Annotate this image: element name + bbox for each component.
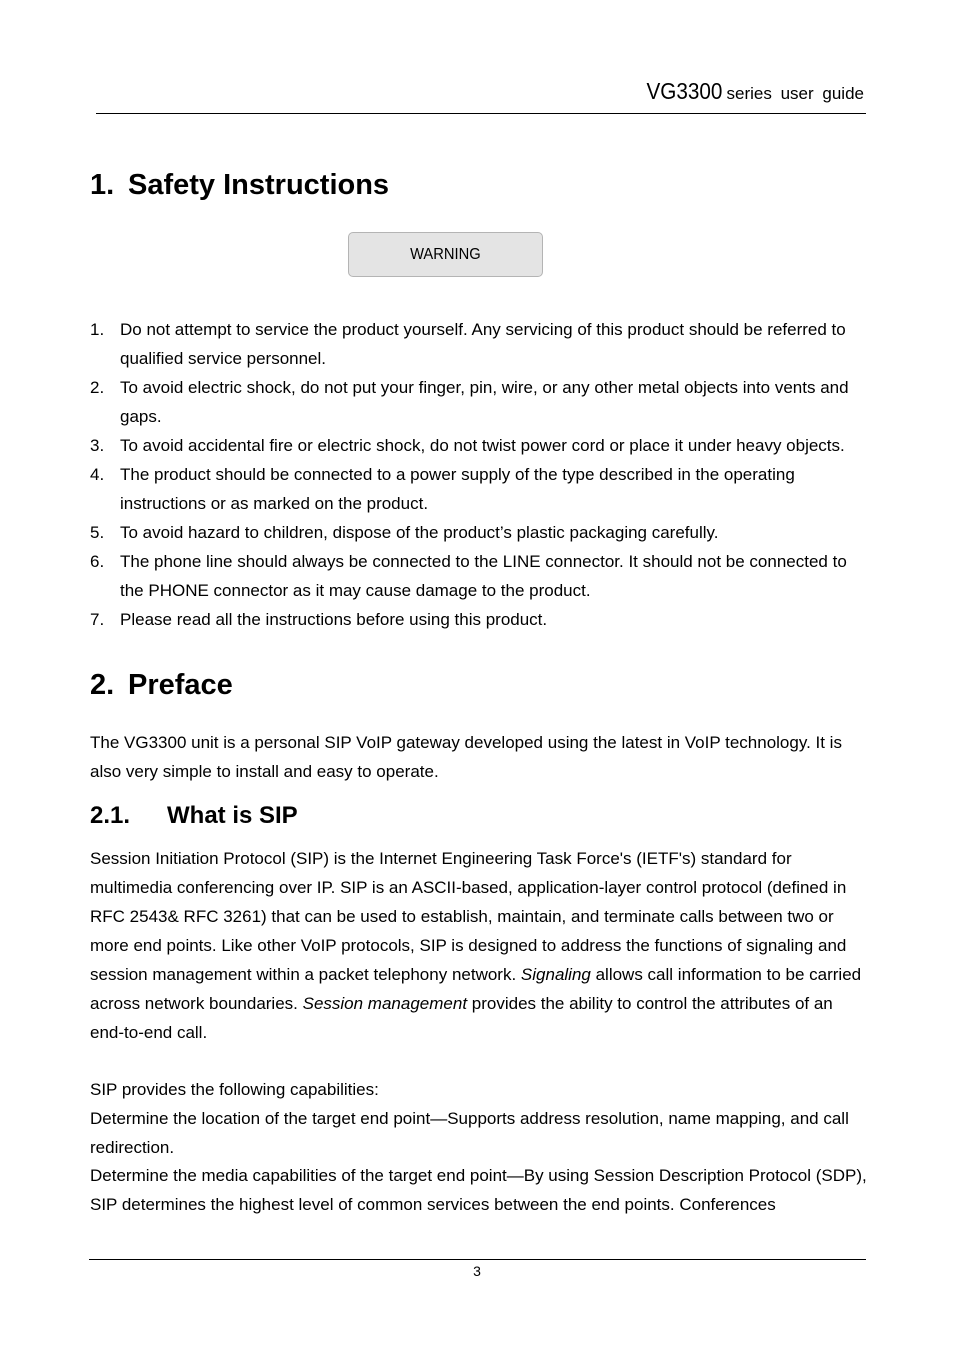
list-item-number: 7. — [90, 610, 105, 629]
running-header — [638, 78, 864, 105]
list-item-number: 3. — [90, 436, 105, 455]
section-title: Safety Instructions — [128, 169, 390, 201]
safety-list — [90, 315, 866, 634]
subsection-number: 2.1. — [90, 802, 131, 829]
footer-rule — [89, 1259, 866, 1260]
list-item-text: Please read all the instructions before using this product. — [120, 610, 548, 629]
header-model: VG3300 — [646, 78, 723, 104]
list-item — [90, 605, 866, 634]
section-number: 1. — [90, 169, 115, 201]
list-item-number: 5. — [90, 523, 105, 542]
capability-media: Determine the media capabilities of the target end point—By using Session Description Protocol (SDP), SIP determines the highest level of common services between the end points. Conferences — [90, 1166, 867, 1214]
list-item — [90, 460, 866, 518]
list-item-number: 4. — [90, 465, 105, 484]
list-item-text: To avoid hazard to children, dispose of the product’s plastic packaging carefully. — [120, 523, 719, 542]
section-heading-safety — [90, 169, 389, 202]
header-subtitle: series user guide — [726, 84, 864, 103]
page-number: 3 — [473, 1263, 481, 1279]
list-item-number: 6. — [90, 552, 105, 571]
sip-text-part1: Session Initiation Protocol (SIP) is the Internet Engineering Task Force's (IETF's) standard for multimedia conferencing over IP. SIP is an ASCII-based, application-layer control protocol (defined in RFC 2543& RFC 3261) that can be used to establish, maintain, and terminate calls between two or more end points. Like other VoIP protocols, SIP is designed to address the functions of signaling and session management within a packet telephony network. — [90, 849, 847, 984]
subsection-heading-what-is-sip — [90, 802, 298, 830]
header-rule — [96, 113, 866, 114]
warning-label: WARNING — [410, 245, 481, 263]
sip-paragraph — [90, 844, 868, 1047]
list-item — [90, 315, 866, 373]
sip-text-emphasis-signaling: Signaling — [520, 965, 591, 984]
preface-paragraph: The VG3300 unit is a personal SIP VoIP gateway developed using the latest in VoIP technology. It is also very simple to install and easy to operate. — [90, 733, 842, 781]
sip-text-part2: allows call information to be carried across network boundaries. — [90, 965, 862, 1013]
section-heading-preface — [90, 669, 233, 702]
list-item — [90, 547, 866, 605]
list-item-number: 2. — [90, 378, 105, 397]
list-item — [90, 373, 866, 431]
capability-location: Determine the location of the target end point—Supports address resolution, name mapping, and call redirection. — [90, 1109, 849, 1157]
capabilities-intro: SIP provides the following capabilities: — [90, 1080, 379, 1099]
list-item — [90, 431, 866, 460]
list-item-text: The phone line should always be connected to the LINE connector. It should not be connected to the PHONE connector as it may cause damage to the product. — [120, 552, 847, 600]
list-item — [90, 518, 866, 547]
subsection-title: What is SIP — [167, 802, 298, 829]
section-title: Preface — [128, 669, 233, 701]
list-item-text: To avoid accidental fire or electric shock, do not twist power cord or place it under heavy objects. — [120, 436, 845, 455]
list-item-text: The product should be connected to a power supply of the type described in the operating instructions or as marked on the product. — [120, 465, 795, 513]
list-item-text: Do not attempt to service the product yourself. Any servicing of this product should be referred to qualified service personnel. — [120, 320, 846, 368]
section-number: 2. — [90, 669, 115, 701]
warning-box — [348, 232, 543, 277]
list-item-number: 1. — [90, 320, 105, 339]
sip-text-part3: provides the ability to control the attributes of an end-to-end call. — [90, 994, 833, 1042]
list-item-text: To avoid electric shock, do not put your finger, pin, wire, or any other metal objects into vents and gaps. — [120, 378, 849, 426]
sip-text-emphasis-session-management: Session management — [302, 994, 468, 1013]
